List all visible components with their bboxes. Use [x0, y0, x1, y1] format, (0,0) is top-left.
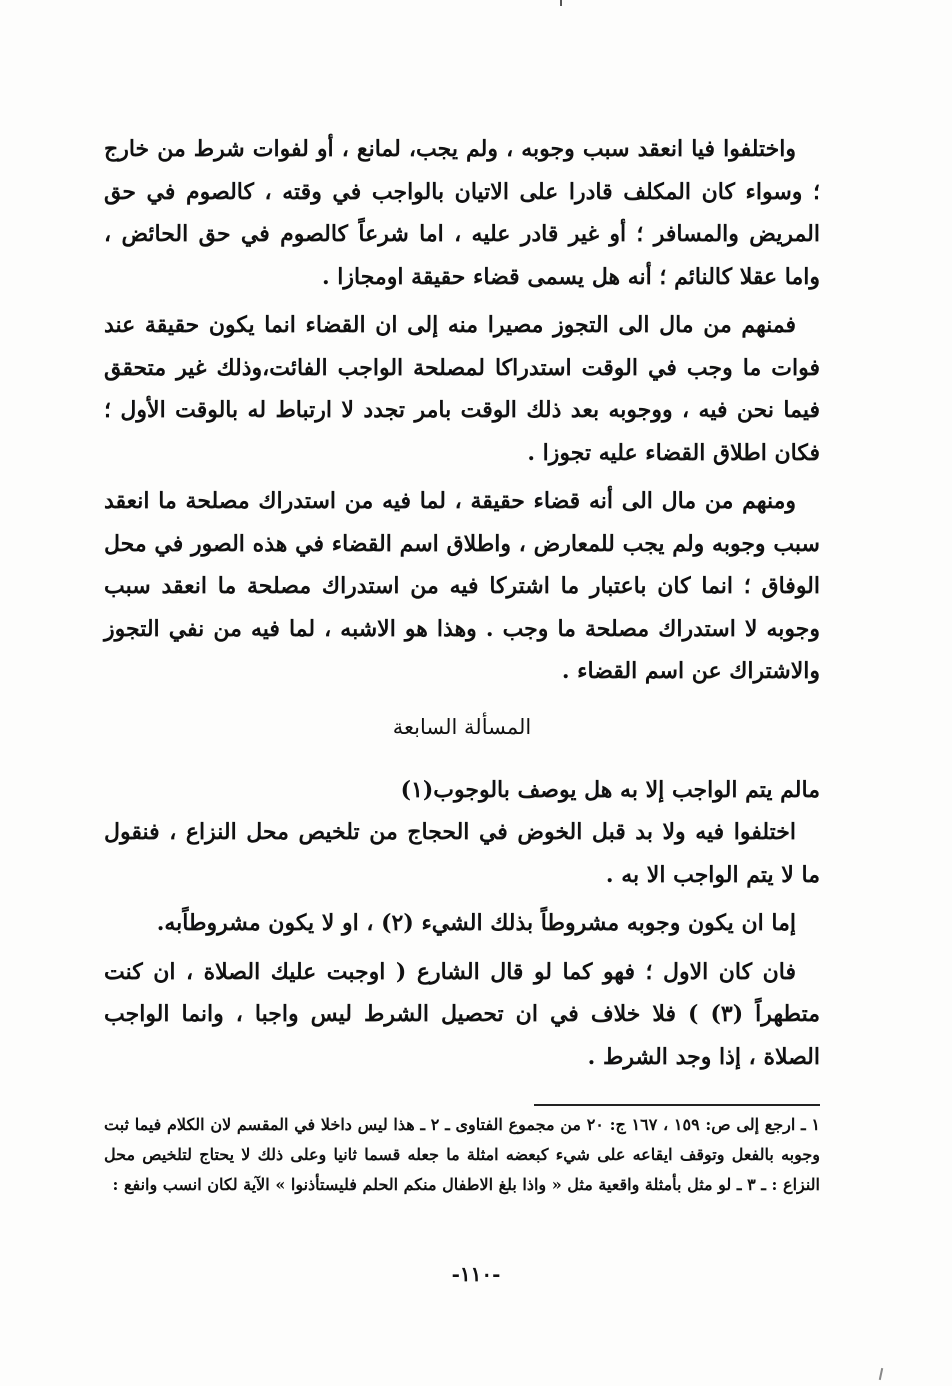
paragraph-5: إما ان يكون وجوبه مشروطاً بذلك الشيء (٢) ، او لا يكون مشروطاًبه. [156, 910, 796, 936]
scan-mark [560, 0, 562, 6]
scan-mark [879, 1368, 883, 1380]
footnote-text: ١ ـ ارجع إلى ص: ١٥٩ ، ١٦٧ ج: ٢٠ من مجموع الفتاوى ـ ٢ ـ هذا ليس داخلا في المقسم لان الكلام فيما ثبت وجوبه بالفعل وتوقف ايقاعه على شيء كبعضه امثلة ما جعله قسما ثانيا وعلى ذلك لا يحتاج لتلخيص محل النزاع : ـ ٣ ـ لو مثل بأمثلة واقعية مثل « واذا بلغ الاطفال منكم الحلم فليستأذنوا » الآية لكان انسب وانفع : [104, 1115, 820, 1194]
paragraph-1: واختلفوا فيا انعقد سبب وجوبه ، ولم يجب، لمانع ، أو لفوات شرط من خارج ؛ وسواء كان المكلف قادرا على الاتيان بالواجب في وقته ، كالصوم في حق المريض والمسافر ؛ أو غير قادر عليه ، اما شرعاً كالصوم في حق الحائض ، واما عقلا كالنائم ؛ أنه هل يسمى قضاء حقيقة اومجازا . [104, 136, 820, 290]
page-number: -١١٠- [451, 1262, 501, 1286]
paragraph-3: ومنهم من مال الى أنه قضاء حقيقة ، لما فيه من استدراك مصلحة ما انعقد سبب وجوبه ولم يجب للمعارض ، واطلاق اسم القضاء في هذه الصور في محل الوفاق ؛ انما كان باعتبار ما اشتركا فيه من استدراك مصلحة ما انعقد سبب وجوبه لا استدراك مصلحة ما وجب . وهذا هو الاشبه ، لما فيه من نفي التجوز والاشتراك عن اسم القضاء . [104, 488, 820, 684]
issue-title: مالم يتم الواجب إلا به هل يوصف بالوجوب(١) [400, 776, 820, 803]
section-heading: المسألة السابعة [392, 714, 532, 739]
footnotes [104, 1110, 820, 1200]
paragraph-2: فمنهم من مال الى التجوز مصيرا منه إلى ان القضاء انما يكون حقيقة عند فوات ما وجب في الوقت استدراكا لمصلحة الواجب الفائت،وذلك غير متحقق فيما نحن فيه ، ووجوبه بعد ذلك الوقت بامر تجدد لا ارتباط له بالوقت الأول ؛ فكان اطلاق القضاء عليه تجوزا . [104, 312, 820, 466]
paragraph-6: فان كان الاول ؛ فهو كما لو قال الشارع ( اوجبت عليك الصلاة ، ان كنت متطهراً (٣) ) فلا خلاف في ان تحصيل الشرط ليس واجبا ، وانما الواجب الصلاة ، إذا وجد الشرط . [104, 958, 820, 1070]
paragraph-4: اختلفوا فيه ولا بد قبل الخوض في الحجاج من تلخيص محل النزاع ، فنقول ما لا يتم الواجب الا به . [104, 819, 820, 888]
main-text [104, 128, 820, 1078]
footnote-divider [534, 1104, 820, 1106]
